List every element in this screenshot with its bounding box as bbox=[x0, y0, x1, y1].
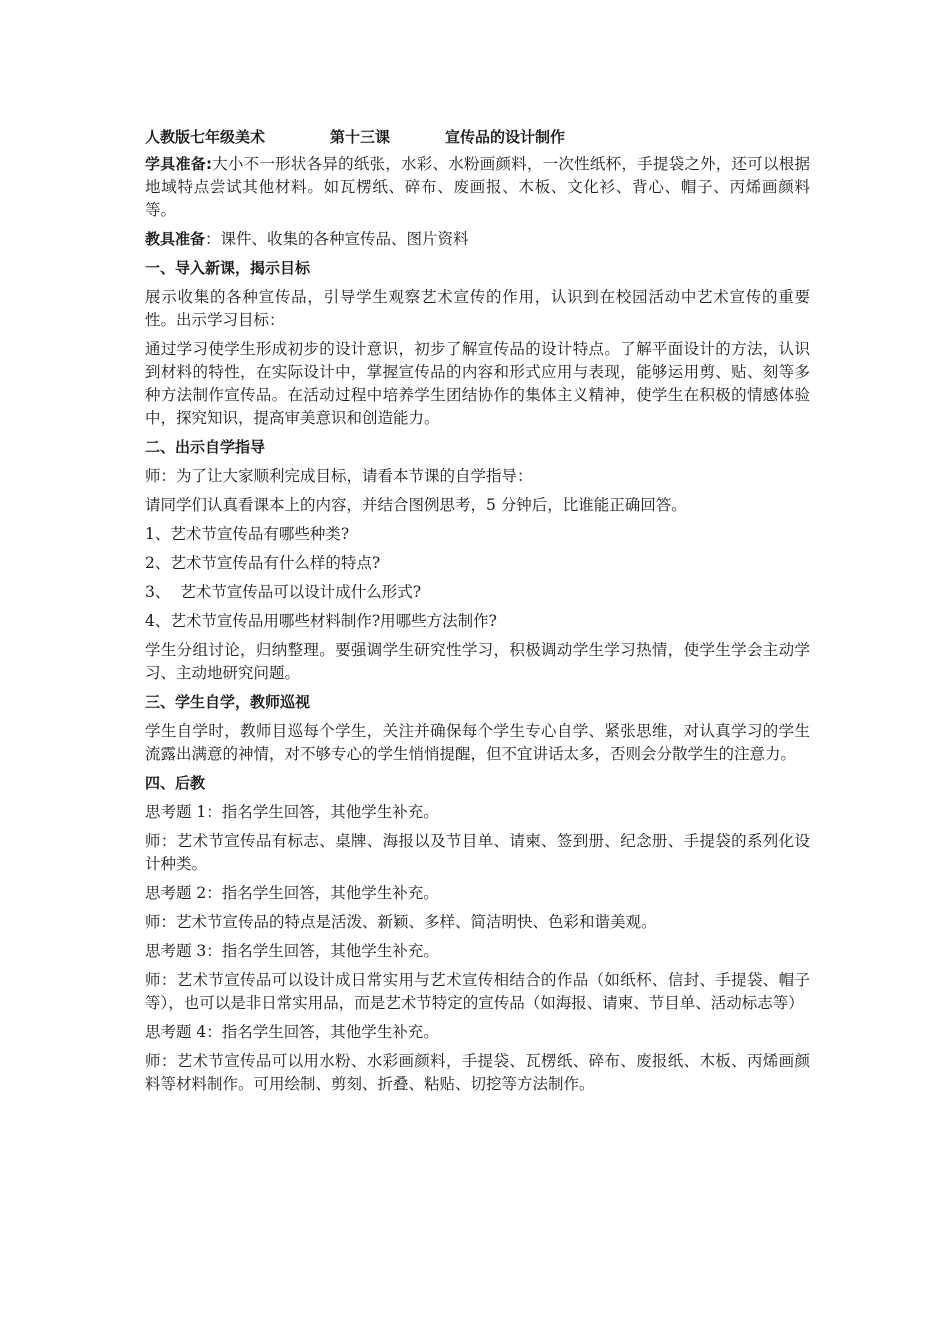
section-2-heading: 二、出示自学指导 bbox=[145, 438, 266, 456]
section-3-heading: 三、学生自学，教师巡视 bbox=[145, 693, 311, 711]
title-lesson-name: 宣传品的设计制作 bbox=[445, 128, 566, 146]
title-textbook: 人教版七年级美术 bbox=[145, 128, 266, 146]
answer-1: 师：艺术节宣传品有标志、桌牌、海报以及节目单、请柬、签到册、纪念册、手提袋的系列化设计种类。 bbox=[145, 832, 810, 873]
lesson-title bbox=[145, 126, 810, 149]
student-materials bbox=[145, 153, 810, 222]
question-1: 1、艺术节宣传品有哪些种类? bbox=[145, 525, 350, 543]
section-2-paragraph-2: 请同学们认真看课本上的内容，并结合图例思考，5 分钟后，比谁能正确回答。 bbox=[145, 496, 687, 514]
thinking-question-2: 思考题 2：指名学生回答，其他学生补充。 bbox=[145, 884, 439, 902]
document-page bbox=[145, 126, 810, 1102]
answer-2: 师：艺术节宣传品的特点是活泼、新颖、多样、简洁明快、色彩和谐美观。 bbox=[145, 913, 657, 931]
thinking-question-1: 思考题 1：指名学生回答，其他学生补充。 bbox=[145, 803, 439, 821]
title-lesson-number: 第十三课 bbox=[330, 128, 391, 146]
section-4-heading: 四、后教 bbox=[145, 774, 206, 792]
section-2-paragraph-1: 师：为了让大家顺利完成目标，请看本节课的自学指导： bbox=[145, 467, 533, 485]
question-4: 4、艺术节宣传品用哪些材料制作?用哪些方法制作? bbox=[145, 612, 497, 630]
teacher-materials-label: 教具准备 bbox=[145, 230, 206, 248]
question-3: 3、 艺术节宣传品可以设计成什么形式? bbox=[145, 583, 422, 601]
student-materials-text: 大小不一形状各异的纸张，水彩、水粉画颜料，一次性纸杯，手提袋之外，还可以根据地域特点尝试其他材料。如瓦楞纸、碎布、废画报、木板、文化衫、背心、帽子、丙烯画颜料等。 bbox=[145, 155, 810, 219]
student-materials-label: 学具准备: bbox=[145, 155, 212, 173]
question-2: 2、艺术节宣传品有什么样的特点? bbox=[145, 554, 381, 572]
section-1-paragraph-1: 展示收集的各种宣传品，引导学生观察艺术宣传的作用，认识到在校园活动中艺术宣传的重要性。出示学习目标： bbox=[145, 288, 810, 329]
section-2-paragraph-3: 学生分组讨论，归纳整理。要强调学生研究性学习，积极调动学生学习热情，使学生学会主动学习、主动地研究问题。 bbox=[145, 641, 810, 682]
teacher-materials bbox=[145, 228, 810, 251]
section-1-paragraph-2: 通过学习使学生形成初步的设计意识，初步了解宣传品的设计特点。了解平面设计的方法，认识到材料的特性，在实际设计中，掌握宣传品的内容和形式应用与表现，能够运用剪、贴、刻等多种方法制作宣传品。在活动过程中培养学生团结协作的集体主义精神，使学生在积极的情感体验中，探究知识，提高审美意识和创造能力。 bbox=[145, 340, 810, 427]
section-3-paragraph-1: 学生自学时，教师目巡每个学生，关注并确保每个学生专心自学、紧张思维，对认真学习的学生流露出满意的神情，对不够专心的学生悄悄提醒，但不宜讲话太多，否则会分散学生的注意力。 bbox=[145, 722, 810, 763]
teacher-materials-text: ：课件、收集的各种宣传品、图片资料 bbox=[205, 230, 469, 248]
answer-3: 师：艺术节宣传品可以设计成日常实用与艺术宣传相结合的作品（如纸杯、信封、手提袋、帽子等），也可以是非日常实用品，而是艺术节特定的宣传品（如海报、请柬、节目单、活动标志等） bbox=[145, 971, 810, 1012]
thinking-question-4: 思考题 4：指名学生回答，其他学生补充。 bbox=[145, 1023, 439, 1041]
thinking-question-3: 思考题 3：指名学生回答，其他学生补充。 bbox=[145, 942, 439, 960]
section-1-heading: 一、导入新课，揭示目标 bbox=[145, 259, 311, 277]
answer-4: 师：艺术节宣传品可以用水粉、水彩画颜料，手提袋、瓦楞纸、碎布、废报纸、木板、丙烯画颜料等材料制作。可用绘制、剪刻、折叠、粘贴、切挖等方法制作。 bbox=[145, 1052, 810, 1093]
